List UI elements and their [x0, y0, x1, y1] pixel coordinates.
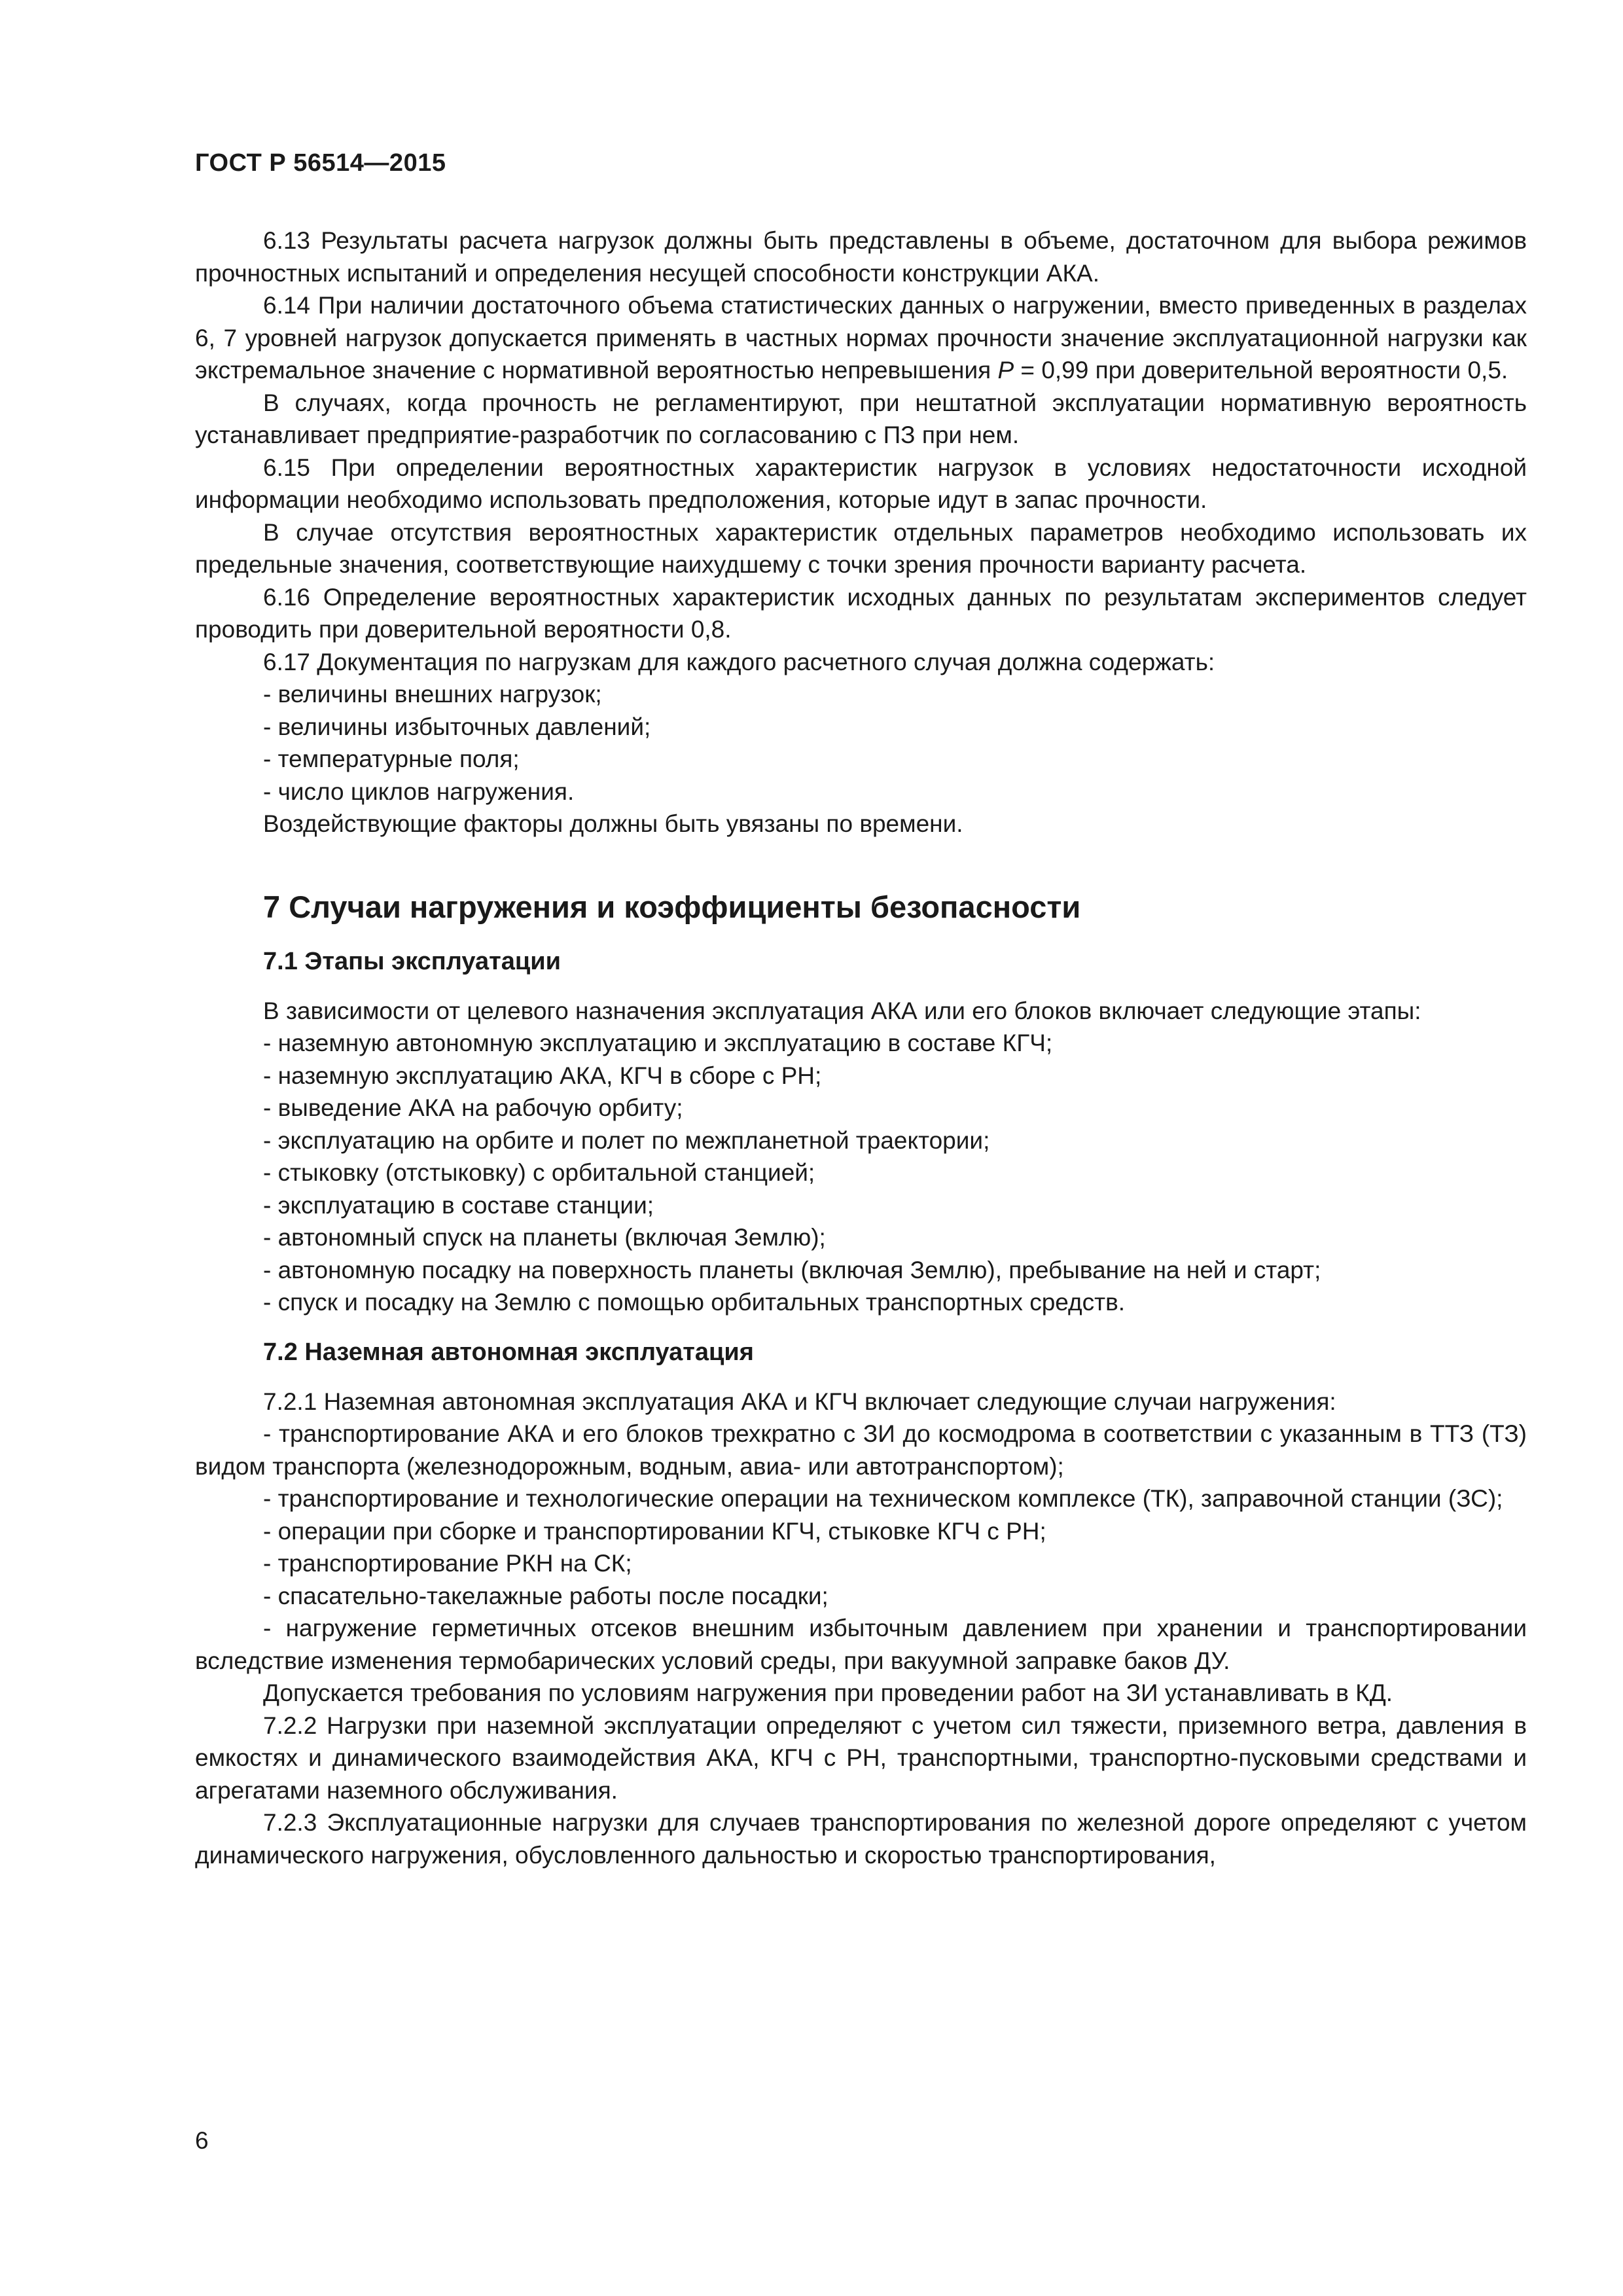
list-item: - эксплуатацию в составе станции;: [263, 1191, 654, 1219]
list-item: - транспортирование и технологические операции на техническом комплексе (ТК), заправочной станции (ЗС);: [263, 1485, 1503, 1512]
list-item: - спасательно-такелажные работы после посадки;: [263, 1582, 829, 1609]
paragraph-7-2-1: 7.2.1 Наземная автономная эксплуатация АКА и КГЧ включает следующие случаи нагружения:: [263, 1388, 1336, 1415]
list-item: - наземную автономную эксплуатацию и эксплуатацию в составе КГЧ;: [263, 1030, 1053, 1056]
paragraph-6-14-note: В случаях, когда прочность не регламентируют, при нештатной эксплуатации нормативную вероятность устанавливает предприятие-разработчик по согласованию с ПЗ при нем.: [195, 389, 1527, 448]
list-item: - операции при сборке и транспортировании КГЧ, стыковке КГЧ с РН;: [263, 1517, 1046, 1545]
paragraph-7-2-2: 7.2.2 Нагрузки при наземной эксплуатации определяют с учетом сил тяжести, приземного ветра, давления в емкостях и динамического взаимодействия АКА, КГЧ с РН, транспортными, транспортно-пусковыми средствами и агрегатами наземного обслуживания.: [195, 1712, 1527, 1804]
list-item: - стыковку (отстыковку) с орбитальной станцией;: [263, 1159, 815, 1186]
list-item: - величины избыточных давлений;: [263, 713, 651, 740]
paragraph-6-14-text-a: 6.14 При наличии достаточного объема статистических данных о нагружении, вместо приведенных в разделах 6, 7 уровней нагрузок допускается применять в частных нормах прочности значение эксплуатационной нагрузки как экстремальное значение с нормативной вероятностью непревышения: [195, 292, 1527, 384]
list-item: - транспортирование АКА и его блоков трехкратно с ЗИ до космодрома в соответствии с указанным в ТТЗ (ТЗ) видом транспорта (железнодорожным, водным, авиа- или автотранспортом);: [195, 1420, 1527, 1480]
paragraph-6-13: 6.13 Результаты расчета нагрузок должны быть представлены в объеме, достаточном для выбора режимов прочностных испытаний и определения несущей способности конструкции АКА.: [195, 227, 1527, 287]
paragraph-6-14: [195, 289, 1527, 387]
list-item: - величины внешних нагрузок;: [263, 681, 602, 708]
list-item: - автономную посадку на поверхность планеты (включая Землю), пребывание на ней и старт;: [263, 1256, 1321, 1283]
document-header: ГОСТ Р 56514—2015: [195, 149, 446, 177]
list-item: - выведение АКА на рабочую орбиту;: [263, 1094, 683, 1121]
paragraph-6-17: 6.17 Документация по нагрузкам для каждого расчетного случая должна содержать:: [263, 648, 1215, 675]
section-7-heading: 7 Случаи нагружения и коэффициенты безопасности: [263, 889, 1081, 924]
paragraph-7-2-3: 7.2.3 Эксплуатационные нагрузки для случаев транспортирования по железной дороге определяют с учетом динамического нагружения, обусловленного дальностью и скоростью транспортирования,: [195, 1809, 1527, 1869]
paragraph-6-16: 6.16 Определение вероятностных характеристик исходных данных по результатам экспериментов следует проводить при доверительной вероятности 0,8.: [195, 583, 1527, 643]
probability-symbol: P: [997, 357, 1014, 384]
list-item: - нагружение герметичных отсеков внешним избыточным давлением при хранении и транспортировании вследствие изменения термобарических условий среды, при вакуумной заправке баков ДУ.: [195, 1615, 1527, 1674]
paragraph-6-15: 6.15 При определении вероятностных характеристик нагрузок в условиях недостаточности исходной информации необходимо использовать предположения, которые идут в запас прочности.: [195, 454, 1527, 513]
subsection-7-2-heading: 7.2 Наземная автономная эксплуатация: [263, 1338, 754, 1366]
list-item: - спуск и посадку на Землю с помощью орбитальных транспортных средств.: [263, 1289, 1126, 1316]
list-item: - наземную эксплуатацию АКА, КГЧ в сборе с РН;: [263, 1062, 822, 1089]
paragraph-6-14-text-b: = 0,99 при доверительной вероятности 0,5.: [1014, 357, 1508, 384]
list-item: - транспортирование РКН на СК;: [263, 1550, 632, 1577]
list-item: - число циклов нагружения.: [263, 778, 575, 805]
subsection-7-1-heading: 7.1 Этапы эксплуатации: [263, 947, 561, 975]
list-item: - автономный спуск на планеты (включая Землю);: [263, 1224, 826, 1251]
paragraph-7-2-1-note: Допускается требования по условиям нагружения при проведении работ на ЗИ устанавливать в КД.: [263, 1679, 1393, 1706]
list-item: - эксплуатацию на орбите и полет по межпланетной траектории;: [263, 1126, 990, 1154]
list-item: - температурные поля;: [263, 745, 520, 772]
page-number: 6: [195, 2127, 209, 2154]
paragraph-7-1-intro: В зависимости от целевого назначения эксплуатация АКА или его блоков включает следующие этапы:: [263, 997, 1421, 1024]
document-body: [195, 224, 1527, 1871]
paragraph-6-17-note: Воздействующие факторы должны быть увязаны по времени.: [263, 810, 963, 837]
paragraph-6-15-note: В случае отсутствия вероятностных характеристик отдельных параметров необходимо использовать их предельные значения, соответствующие наихудшему с точки зрения прочности варианту расчета.: [195, 518, 1527, 578]
